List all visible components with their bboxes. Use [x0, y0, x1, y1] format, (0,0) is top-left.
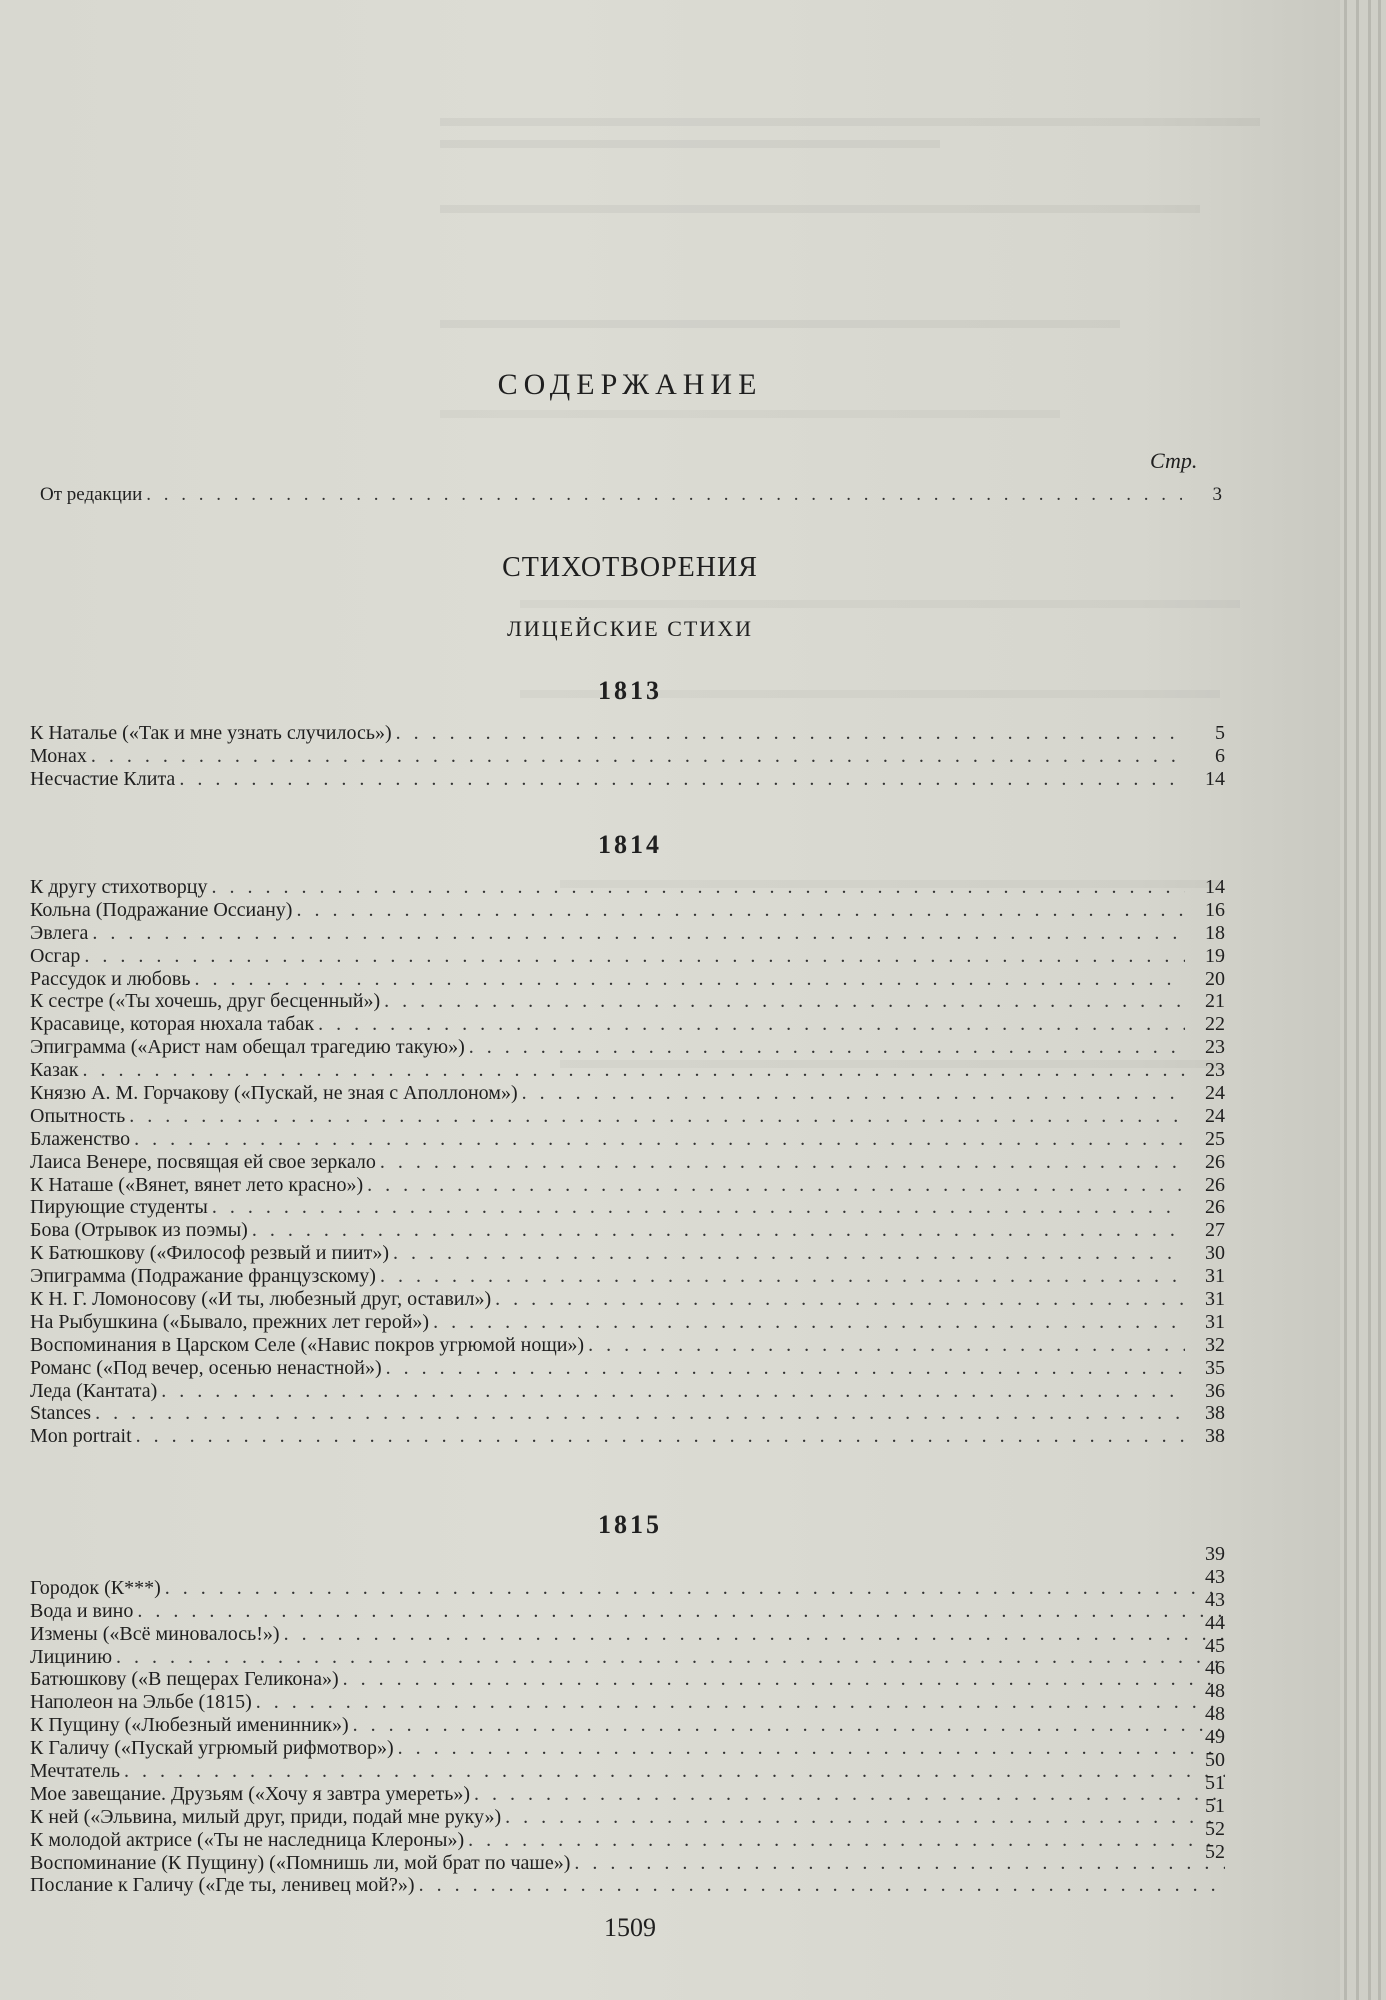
toc-page: 38: [1205, 1425, 1225, 1448]
toc-title: Рассудок и любовь: [30, 967, 191, 990]
toc-list-1814: [30, 876, 1225, 1448]
toc-title: К Батюшкову («Философ резвый и пиит»): [30, 1242, 390, 1265]
toc-page: 3: [1212, 484, 1222, 505]
toc-title: Эпиграмма («Арист нам обещал трагедию такую»): [30, 1036, 465, 1059]
leader-dots: [415, 1874, 1225, 1897]
toc-title: Осгар: [30, 944, 81, 967]
toc-title: К ней («Эльвина, милый друг, приди, подай мне руку»): [30, 1805, 502, 1828]
toc-page: 38: [1205, 1402, 1225, 1425]
toc-title: К молодой актрисе («Ты не наследница Клероны»): [30, 1828, 465, 1851]
contents-heading: СОДЕРЖАНИЕ: [497, 368, 763, 401]
toc-title: Лицинию: [30, 1645, 113, 1668]
leader-dots: [252, 1691, 1225, 1714]
leader-dots: [382, 1357, 1185, 1380]
leader-dots: [501, 1806, 1225, 1829]
leader-dots: [292, 899, 1185, 922]
toc-row-preface[interactable]: [40, 484, 1222, 507]
page-numbers-1815: [1180, 1543, 1225, 1863]
toc-page: 26: [1205, 1173, 1225, 1196]
toc-title: От редакции: [40, 484, 143, 505]
toc-row[interactable]: [30, 1402, 1225, 1425]
toc-row[interactable]: [30, 1059, 1225, 1082]
page-edge: [1356, 0, 1359, 2000]
leader-dots: [389, 1242, 1185, 1265]
toc-title: На Рыбушкина («Бывало, прежних лет герой»): [30, 1310, 430, 1333]
toc-title: Лаиса Венере, посвящая ей свое зеркало: [30, 1150, 376, 1173]
toc-row[interactable]: [30, 968, 1225, 991]
toc-page: 5: [1215, 722, 1225, 744]
toc-row[interactable]: [30, 1600, 1225, 1623]
year-heading: 1815: [598, 1510, 662, 1539]
toc-title: Эвлега: [30, 921, 89, 944]
leader-dots: [380, 990, 1185, 1013]
leader-dots: [133, 1600, 1225, 1623]
leader-dots: [88, 922, 1185, 945]
toc-page: 32: [1205, 1333, 1225, 1356]
toc-page: 30: [1205, 1242, 1225, 1265]
leader-dots: [157, 1380, 1185, 1403]
toc-row[interactable]: [30, 1196, 1225, 1219]
toc-title: Mon portrait: [30, 1425, 132, 1448]
toc-title: К сестре («Ты хочешь, друг бесценный»): [30, 990, 381, 1013]
toc-title: Пирующие студенты: [30, 1196, 208, 1219]
page-number: 1509: [604, 1913, 656, 1942]
toc-title: К Н. Г. Ломоносову («И ты, любезный друг, оставил»): [30, 1288, 492, 1311]
toc-page: 49: [1205, 1726, 1225, 1749]
year-heading: 1814: [598, 830, 662, 859]
toc-title: Красавице, которая нюхала табак: [30, 1013, 315, 1036]
leader-dots: [376, 1265, 1185, 1288]
toc-list-1813: [30, 722, 1225, 791]
toc-page: 14: [1205, 876, 1225, 898]
toc-page: 20: [1205, 967, 1225, 990]
toc-title: Опытность: [30, 1104, 126, 1127]
toc-page: 36: [1205, 1379, 1225, 1402]
leader-dots: [339, 1668, 1225, 1691]
toc-page: 35: [1205, 1356, 1225, 1379]
toc-title: К Наташе («Вянет, вянет лето красно»): [30, 1173, 364, 1196]
leader-dots: [464, 1829, 1225, 1852]
leader-dots: [87, 745, 1185, 768]
leader-dots: [112, 1646, 1225, 1669]
toc-page: 24: [1205, 1104, 1225, 1127]
page-edge: [1378, 0, 1381, 2000]
toc-page: 19: [1205, 944, 1225, 967]
toc-row[interactable]: [30, 1691, 1225, 1714]
leader-dots: [130, 1128, 1185, 1151]
toc-page: 26: [1205, 1196, 1225, 1219]
toc-row[interactable]: [30, 1036, 1225, 1059]
page-column-label: Стр.: [1150, 448, 1198, 473]
toc-page: 22: [1205, 1013, 1225, 1036]
leader-dots: [91, 1402, 1185, 1425]
toc-row[interactable]: [30, 1623, 1225, 1646]
leader-dots: [518, 1082, 1185, 1105]
toc-title: Воспоминание (К Пущину) («Помнишь ли, мой брат по чаше»): [30, 1851, 571, 1874]
toc-row[interactable]: [30, 1311, 1225, 1334]
toc-row[interactable]: [30, 1737, 1225, 1760]
toc-row[interactable]: [30, 1082, 1225, 1105]
toc-title: Stances: [30, 1402, 92, 1425]
toc-page: 24: [1205, 1082, 1225, 1105]
leader-dots: [394, 1737, 1225, 1760]
toc-row[interactable]: [30, 922, 1225, 945]
toc-page: 50: [1205, 1749, 1225, 1772]
toc-title: К Галичу («Пускай угрюмый рифмотвор»): [30, 1737, 394, 1760]
toc-title: Казак: [30, 1059, 79, 1082]
toc-row[interactable]: [30, 876, 1225, 899]
leader-dots: [208, 1196, 1185, 1219]
toc-list-1815: [30, 1554, 1225, 1897]
page-edge: [1368, 0, 1371, 2000]
toc-title: К другу стихотворцу: [30, 876, 208, 898]
toc-title: Городок (К***): [30, 1576, 161, 1599]
toc-row[interactable]: [30, 1288, 1225, 1311]
toc-title: Мечтатель: [30, 1760, 121, 1783]
toc-page: 25: [1205, 1127, 1225, 1150]
toc-row[interactable]: [30, 1852, 1225, 1875]
page-edge: [1344, 0, 1347, 2000]
leader-dots: [280, 1623, 1225, 1646]
toc-page: 23: [1205, 1059, 1225, 1082]
toc-title: Кольна (Подражание Оссиану): [30, 898, 293, 921]
toc-row[interactable]: [30, 1806, 1225, 1829]
toc-page: 14: [1205, 767, 1225, 790]
toc-page: 26: [1205, 1150, 1225, 1173]
toc-page: 23: [1205, 1036, 1225, 1059]
toc-row[interactable]: [30, 1334, 1225, 1357]
toc-title: Послание к Галичу («Где ты, ленивец мой?»): [30, 1874, 415, 1897]
toc-row[interactable]: [30, 1714, 1225, 1737]
toc-page: 27: [1205, 1219, 1225, 1242]
leader-dots: [78, 1059, 1185, 1082]
toc-page: 31: [1205, 1288, 1225, 1311]
toc-page: 21: [1205, 990, 1225, 1013]
toc-title: Воспоминания в Царском Селе («Навис покров угрюмой нощи»): [30, 1333, 585, 1356]
toc-title: Эпиграмма (Подражание французскому): [30, 1265, 376, 1288]
leader-dots: [191, 968, 1186, 991]
leader-dots: [125, 1105, 1185, 1128]
leader-dots: [208, 876, 1186, 899]
toc-row[interactable]: [30, 745, 1225, 768]
toc-title: Монах: [30, 744, 87, 767]
toc-row[interactable]: [30, 1646, 1225, 1669]
toc-page: 46: [1205, 1657, 1225, 1680]
toc-row[interactable]: [30, 1829, 1225, 1852]
toc-page: 51: [1205, 1771, 1225, 1794]
leader-dots: [161, 1577, 1225, 1600]
toc-row[interactable]: [30, 768, 1225, 791]
toc-row[interactable]: [30, 1357, 1225, 1380]
leader-dots: [120, 1760, 1225, 1783]
toc-page: 18: [1205, 921, 1225, 944]
toc-row[interactable]: [30, 1219, 1225, 1242]
toc-row[interactable]: [30, 1425, 1225, 1448]
toc-row[interactable]: [30, 1242, 1225, 1265]
leader-dots: [349, 1714, 1225, 1737]
toc-title: К Пущину («Любезный именинник»): [30, 1714, 349, 1737]
toc-row[interactable]: [30, 1128, 1225, 1151]
toc-title: Батюшкову («В пещерах Геликона»): [30, 1668, 339, 1691]
leader-dots: [570, 1852, 1225, 1875]
leader-dots: [392, 722, 1185, 745]
toc-row[interactable]: [30, 722, 1225, 745]
leader-dots: [470, 1783, 1225, 1806]
toc-row-spacer: [30, 1554, 1225, 1577]
toc-title: Романс («Под вечер, осенью ненастной»): [30, 1356, 382, 1379]
leader-dots: [132, 1425, 1185, 1448]
toc-row[interactable]: [30, 1668, 1225, 1691]
toc-page: 31: [1205, 1310, 1225, 1333]
toc-row[interactable]: [30, 1783, 1225, 1806]
toc-page: 52: [1205, 1817, 1225, 1840]
leader-dots: [363, 1174, 1185, 1197]
leader-dots: [142, 484, 1182, 507]
toc-title: Несчастие Клита: [30, 767, 176, 790]
toc-row[interactable]: [30, 1151, 1225, 1174]
toc-page: 31: [1205, 1265, 1225, 1288]
toc-page: 45: [1205, 1634, 1225, 1657]
toc-page: 43: [1205, 1588, 1225, 1611]
toc-page: 48: [1205, 1680, 1225, 1703]
leader-dots: [584, 1334, 1185, 1357]
toc-row[interactable]: [30, 1013, 1225, 1036]
toc-row[interactable]: [30, 1105, 1225, 1128]
leader-dots: [175, 768, 1185, 791]
toc-page: 39: [1205, 1543, 1225, 1565]
toc-title: Вода и вино: [30, 1599, 134, 1622]
toc-title: Князю А. М. Горчакову («Пускай, не зная с Аполлоном»): [30, 1082, 518, 1105]
toc-page: 43: [1205, 1565, 1225, 1588]
toc-row[interactable]: [30, 1577, 1225, 1600]
toc-title: Блаженство: [30, 1127, 131, 1150]
toc-title: К Наталье («Так и мне узнать случилось»): [30, 722, 392, 744]
toc-title: Бова (Отрывок из поэмы): [30, 1219, 248, 1242]
year-heading: 1813: [598, 676, 662, 705]
toc-page: 52: [1205, 1840, 1225, 1863]
toc-row[interactable]: [30, 1760, 1225, 1783]
toc-page: 6: [1215, 744, 1225, 767]
toc-page: 44: [1205, 1611, 1225, 1634]
toc-row[interactable]: [30, 1380, 1225, 1403]
toc-title: Мое завещание. Друзьям («Хочу я завтра умереть»): [30, 1782, 471, 1805]
toc-row[interactable]: [30, 990, 1225, 1013]
toc-page: 51: [1205, 1794, 1225, 1817]
toc-row[interactable]: [30, 945, 1225, 968]
toc-row[interactable]: [30, 1874, 1225, 1897]
leader-dots: [80, 945, 1185, 968]
leader-dots: [465, 1036, 1185, 1059]
toc-row[interactable]: [30, 1174, 1225, 1197]
leader-dots: [314, 1013, 1185, 1036]
toc-title: Леда (Кантата): [30, 1379, 158, 1402]
leader-dots: [491, 1288, 1185, 1311]
toc-row[interactable]: [30, 1265, 1225, 1288]
toc-title: Измены («Всё миновалось!»): [30, 1622, 280, 1645]
leader-dots: [248, 1219, 1185, 1242]
leader-dots: [376, 1151, 1185, 1174]
subsection-title: ЛИЦЕЙСКИЕ СТИХИ: [507, 616, 753, 641]
toc-page: 16: [1205, 898, 1225, 921]
section-title: СТИХОТВОРЕНИЯ: [502, 552, 758, 583]
leader-dots: [429, 1311, 1185, 1334]
toc-page: 48: [1205, 1703, 1225, 1726]
toc-title: Наполеон на Эльбе (1815): [30, 1691, 252, 1714]
toc-row[interactable]: [30, 899, 1225, 922]
